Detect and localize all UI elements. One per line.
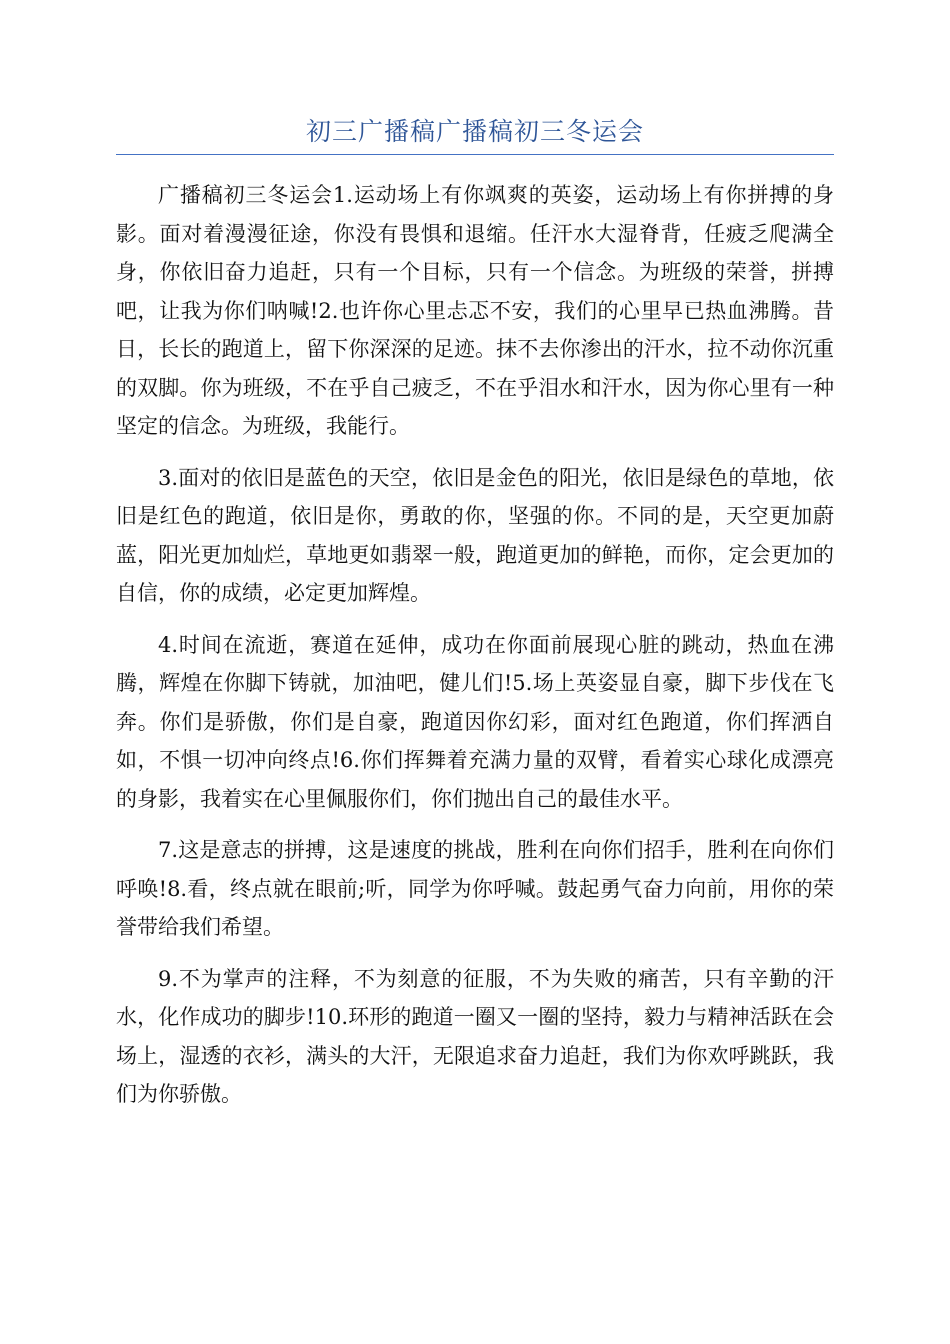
title-underline [116,154,834,155]
document-title: 初三广播稿广播稿初三冬运会 [305,117,644,146]
paragraph-4: 7.这是意志的拼搏，这是速度的挑战，胜利在向你们招手，胜利在向你们呼唤!8.看，终点就在眼前;听，同学为你呼喊。鼓起勇气奋力向前，用你的荣誉带给我们希望。 [116,838,834,939]
paragraph-1: 广播稿初三冬运会1.运动场上有你飒爽的英姿，运动场上有你拼搏的身影。面对着漫漫征途，你没有畏惧和退缩。任汗水大湿脊背，任疲乏爬满全身，你依旧奋力追赶，只有一个目标，只有一个信念。为班级的荣誉，拼搏吧，让我为你们呐喊!2.也许你心里忐忑不安，我们的心里早已热血沸腾。昔日，长长的跑道上，留下你深深的足迹。抹不去你渗出的汗水，拉不动你沉重的双脚。你为班级，不在乎自己疲乏，不在乎泪水和汗水，因为你心里有一种坚定的信念。为班级，我能行。 [116,183,834,438]
paragraph-3: 4.时间在流逝，赛道在延伸，成功在你面前展现心脏的跳动，热血在沸腾，辉煌在你脚下铸就，加油吧，健儿们!5.场上英姿显自豪，脚下步伐在飞奔。你们是骄傲，你们是自豪，跑道因你幻彩，面对红色跑道，你们挥洒自如，不惧一切冲向终点!6.你们挥舞着充满力量的双臂，看着实心球化成漂亮的身影，我着实在心里佩服你们，你们抛出自己的最佳水平。 [116,632,834,811]
paragraph-2: 3.面对的依旧是蓝色的天空，依旧是金色的阳光，依旧是绿色的草地，依旧是红色的跑道，依旧是你，勇敢的你，坚强的你。不同的是，天空更加蔚蓝，阳光更加灿烂，草地更如翡翠一般，跑道更加的鲜艳，而你，定会更加的自信，你的成绩，必定更加辉煌。 [116,465,834,605]
paragraph-5: 9.不为掌声的注释，不为刻意的征服，不为失败的痛苦，只有辛勤的汗水，化作成功的脚步!10.环形的跑道一圈又一圈的坚持，毅力与精神活跃在会场上，湿透的衣衫，满头的大汗，无限追求奋力追赶，我们为你欢呼跳跃，我们为你骄傲。 [116,966,834,1106]
document-body [116,176,834,1127]
